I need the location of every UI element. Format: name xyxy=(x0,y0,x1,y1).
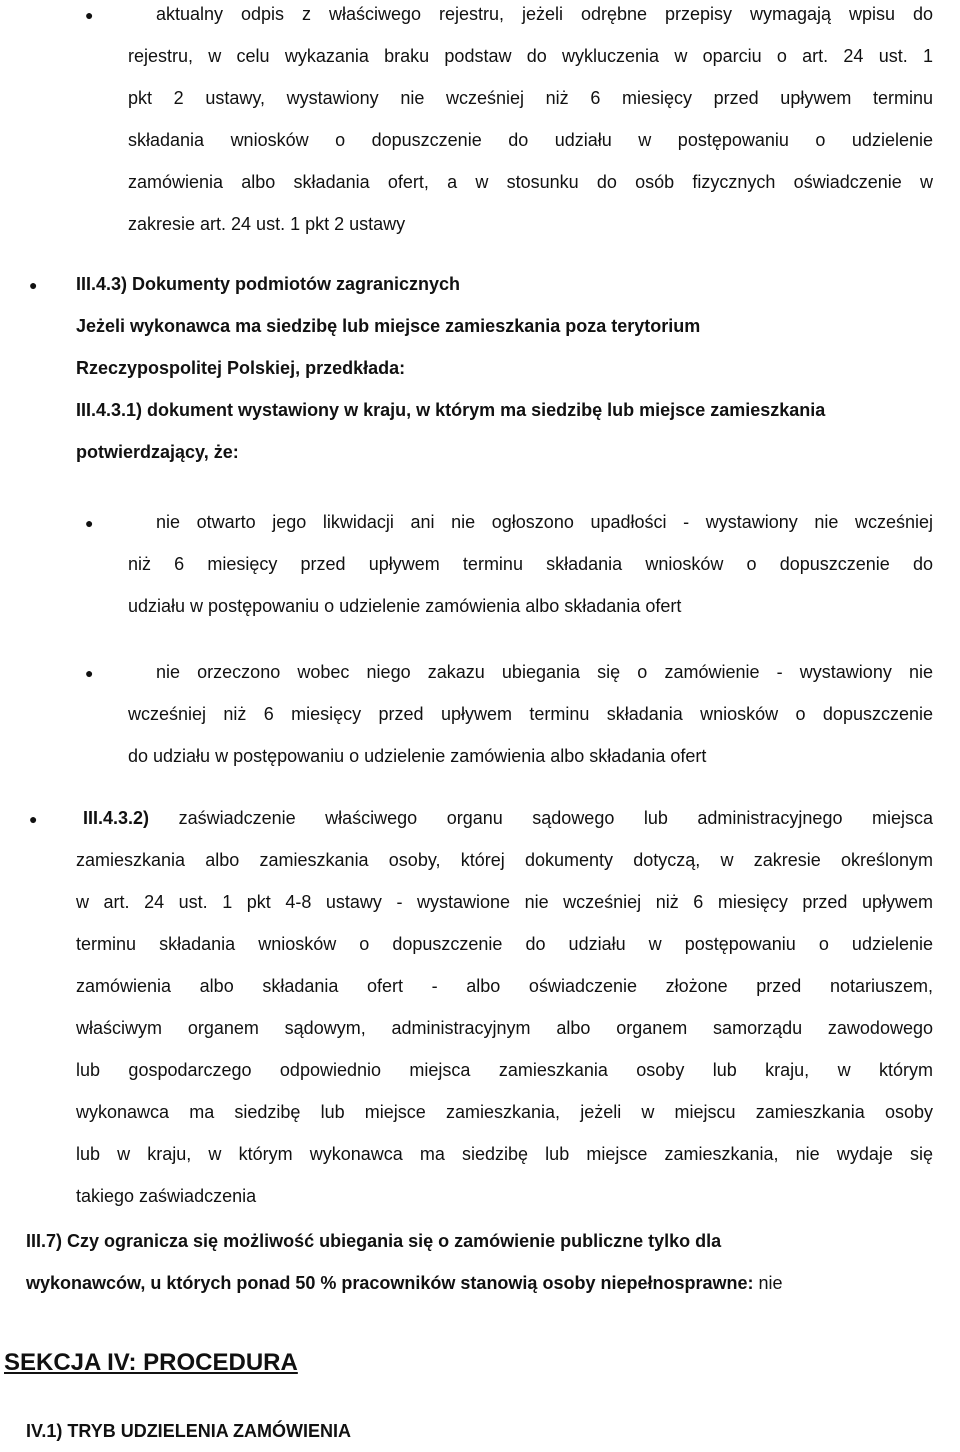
bullet-item-current-register-extract xyxy=(128,0,933,245)
bullet-item-no-ban xyxy=(128,651,933,777)
text-line: lub gospodarczego odpowiednio miejsca zamieszkania osoby lub kraju, w którym xyxy=(76,1060,933,1080)
text-line: w art. 24 ust. 1 pkt 4-8 ustawy - wystawione nie wcześniej niż 6 miesięcy przed upływem xyxy=(76,892,933,912)
text-line: III.4.3.1) dokument wystawiony w kraju, w którym ma siedzibę lub miejsce zamieszkania xyxy=(76,400,826,420)
list-bullet: ● xyxy=(29,811,38,827)
text-line: zamówienia albo składania ofert - albo oświadczenie złożone przed notariuszem, xyxy=(76,976,933,996)
list-bullet: ● xyxy=(85,665,94,681)
text-line: składania wniosków o dopuszczenie do udziału w postępowaniu o udzielenie xyxy=(128,130,933,150)
list-bullet: ● xyxy=(85,7,94,23)
answer-value: nie xyxy=(753,1273,783,1293)
text-line: nie orzeczono wobec niego zakazu ubiegania się o zamówienie - wystawiony nie xyxy=(156,662,933,682)
foreign-entity-intro xyxy=(76,305,896,389)
text-line: terminu składania wniosków o dopuszczenie do udziału w postępowaniu o udzielenie xyxy=(76,934,933,954)
subsection-label: III.4.3.2) xyxy=(83,808,150,828)
text-line: wykonawca ma siedzibę lub miejsce zamieszkania, jeżeli w miejscu zamieszkania osoby xyxy=(76,1102,933,1122)
list-bullet: ● xyxy=(29,277,38,293)
text-line xyxy=(26,1262,926,1304)
text-line: lub w kraju, w którym wykonawca ma siedzibę lub miejsce zamieszkania, nie wydaje się xyxy=(76,1144,933,1164)
list-bullet: ● xyxy=(85,515,94,531)
text-line: potwierdzający, że: xyxy=(76,442,239,462)
text-line: zakresie art. 24 ust. 1 pkt 2 ustawy xyxy=(128,214,406,234)
section-iv1-heading: IV.1) TRYB UDZIELENIA ZAMÓWIENIA xyxy=(26,1421,352,1441)
bullet-item-no-liquidation xyxy=(128,501,933,627)
question-text: wykonawców, u których ponad 50 % pracowników stanowią osoby niepełnosprawne: xyxy=(26,1273,754,1293)
subsection-lead: zaświadczenie właściwego organu sądowego lub administracyjnego miejsca xyxy=(149,808,933,828)
text-line: Jeżeli wykonawca ma siedzibę lub miejsce zamieszkania poza terytorium xyxy=(76,316,701,336)
text-line: udziału w postępowaniu o udzieleniе zamówienia albo składania ofert xyxy=(128,596,682,616)
text-line: nie otwarto jego likwidacji ani nie ogłoszono upadłości - wystawiony nie wcześniej xyxy=(156,512,933,532)
section-iii7 xyxy=(26,1220,926,1304)
text-line: właściwym organem sądowym, administracyjnym albo organem samorządu zawodowego xyxy=(76,1018,933,1038)
text-line: wcześniej niż 6 miesięcy przed upływem terminu składania wniosków o dopuszczenie xyxy=(128,704,933,724)
text-line: zamieszkania albo zamieszkania osoby, której dokumenty dotyczą, w zakresie określonym xyxy=(76,850,933,870)
text-line xyxy=(76,797,933,839)
text-line: rejestru, w celu wykazania braku podstaw do wykluczenia w oparciu o art. 24 ust. 1 xyxy=(128,46,933,66)
subsection-3432 xyxy=(76,797,933,1217)
text-line: III.7) Czy ogranicza się możliwość ubiegania się o zamówienie publiczne tylko dla xyxy=(26,1231,722,1251)
text-line: pkt 2 ustawy, wystawiony nie wcześniej niż 6 miesięcy przed upływem terminu xyxy=(128,88,933,108)
text-line: aktualny odpis z właściwego rejestru, jeżeli odrębne przepisy wymagają wpisu do xyxy=(156,4,933,24)
text-line: zamówienia albo składania ofert, a w stosunku do osób fizycznych oświadczenie w xyxy=(128,172,933,192)
section-heading-foreign-documents: III.4.3) Dokumenty podmiotów zagranicznych xyxy=(76,274,461,294)
text-line: do udziału w postępowaniu o udzielenie zamówienia albo składania ofert xyxy=(128,746,707,766)
text-line: Rzeczypospolitej Polskiej, przedkłada: xyxy=(76,358,406,378)
section-iv-title: SEKCJA IV: PROCEDURA xyxy=(4,1349,298,1376)
text-line: takiego zaświadczenia xyxy=(76,1186,257,1206)
subsection-3431 xyxy=(76,389,956,473)
text-line: niż 6 miesięcy przed upływem terminu składania wniosków o dopuszczenie do xyxy=(128,554,933,574)
